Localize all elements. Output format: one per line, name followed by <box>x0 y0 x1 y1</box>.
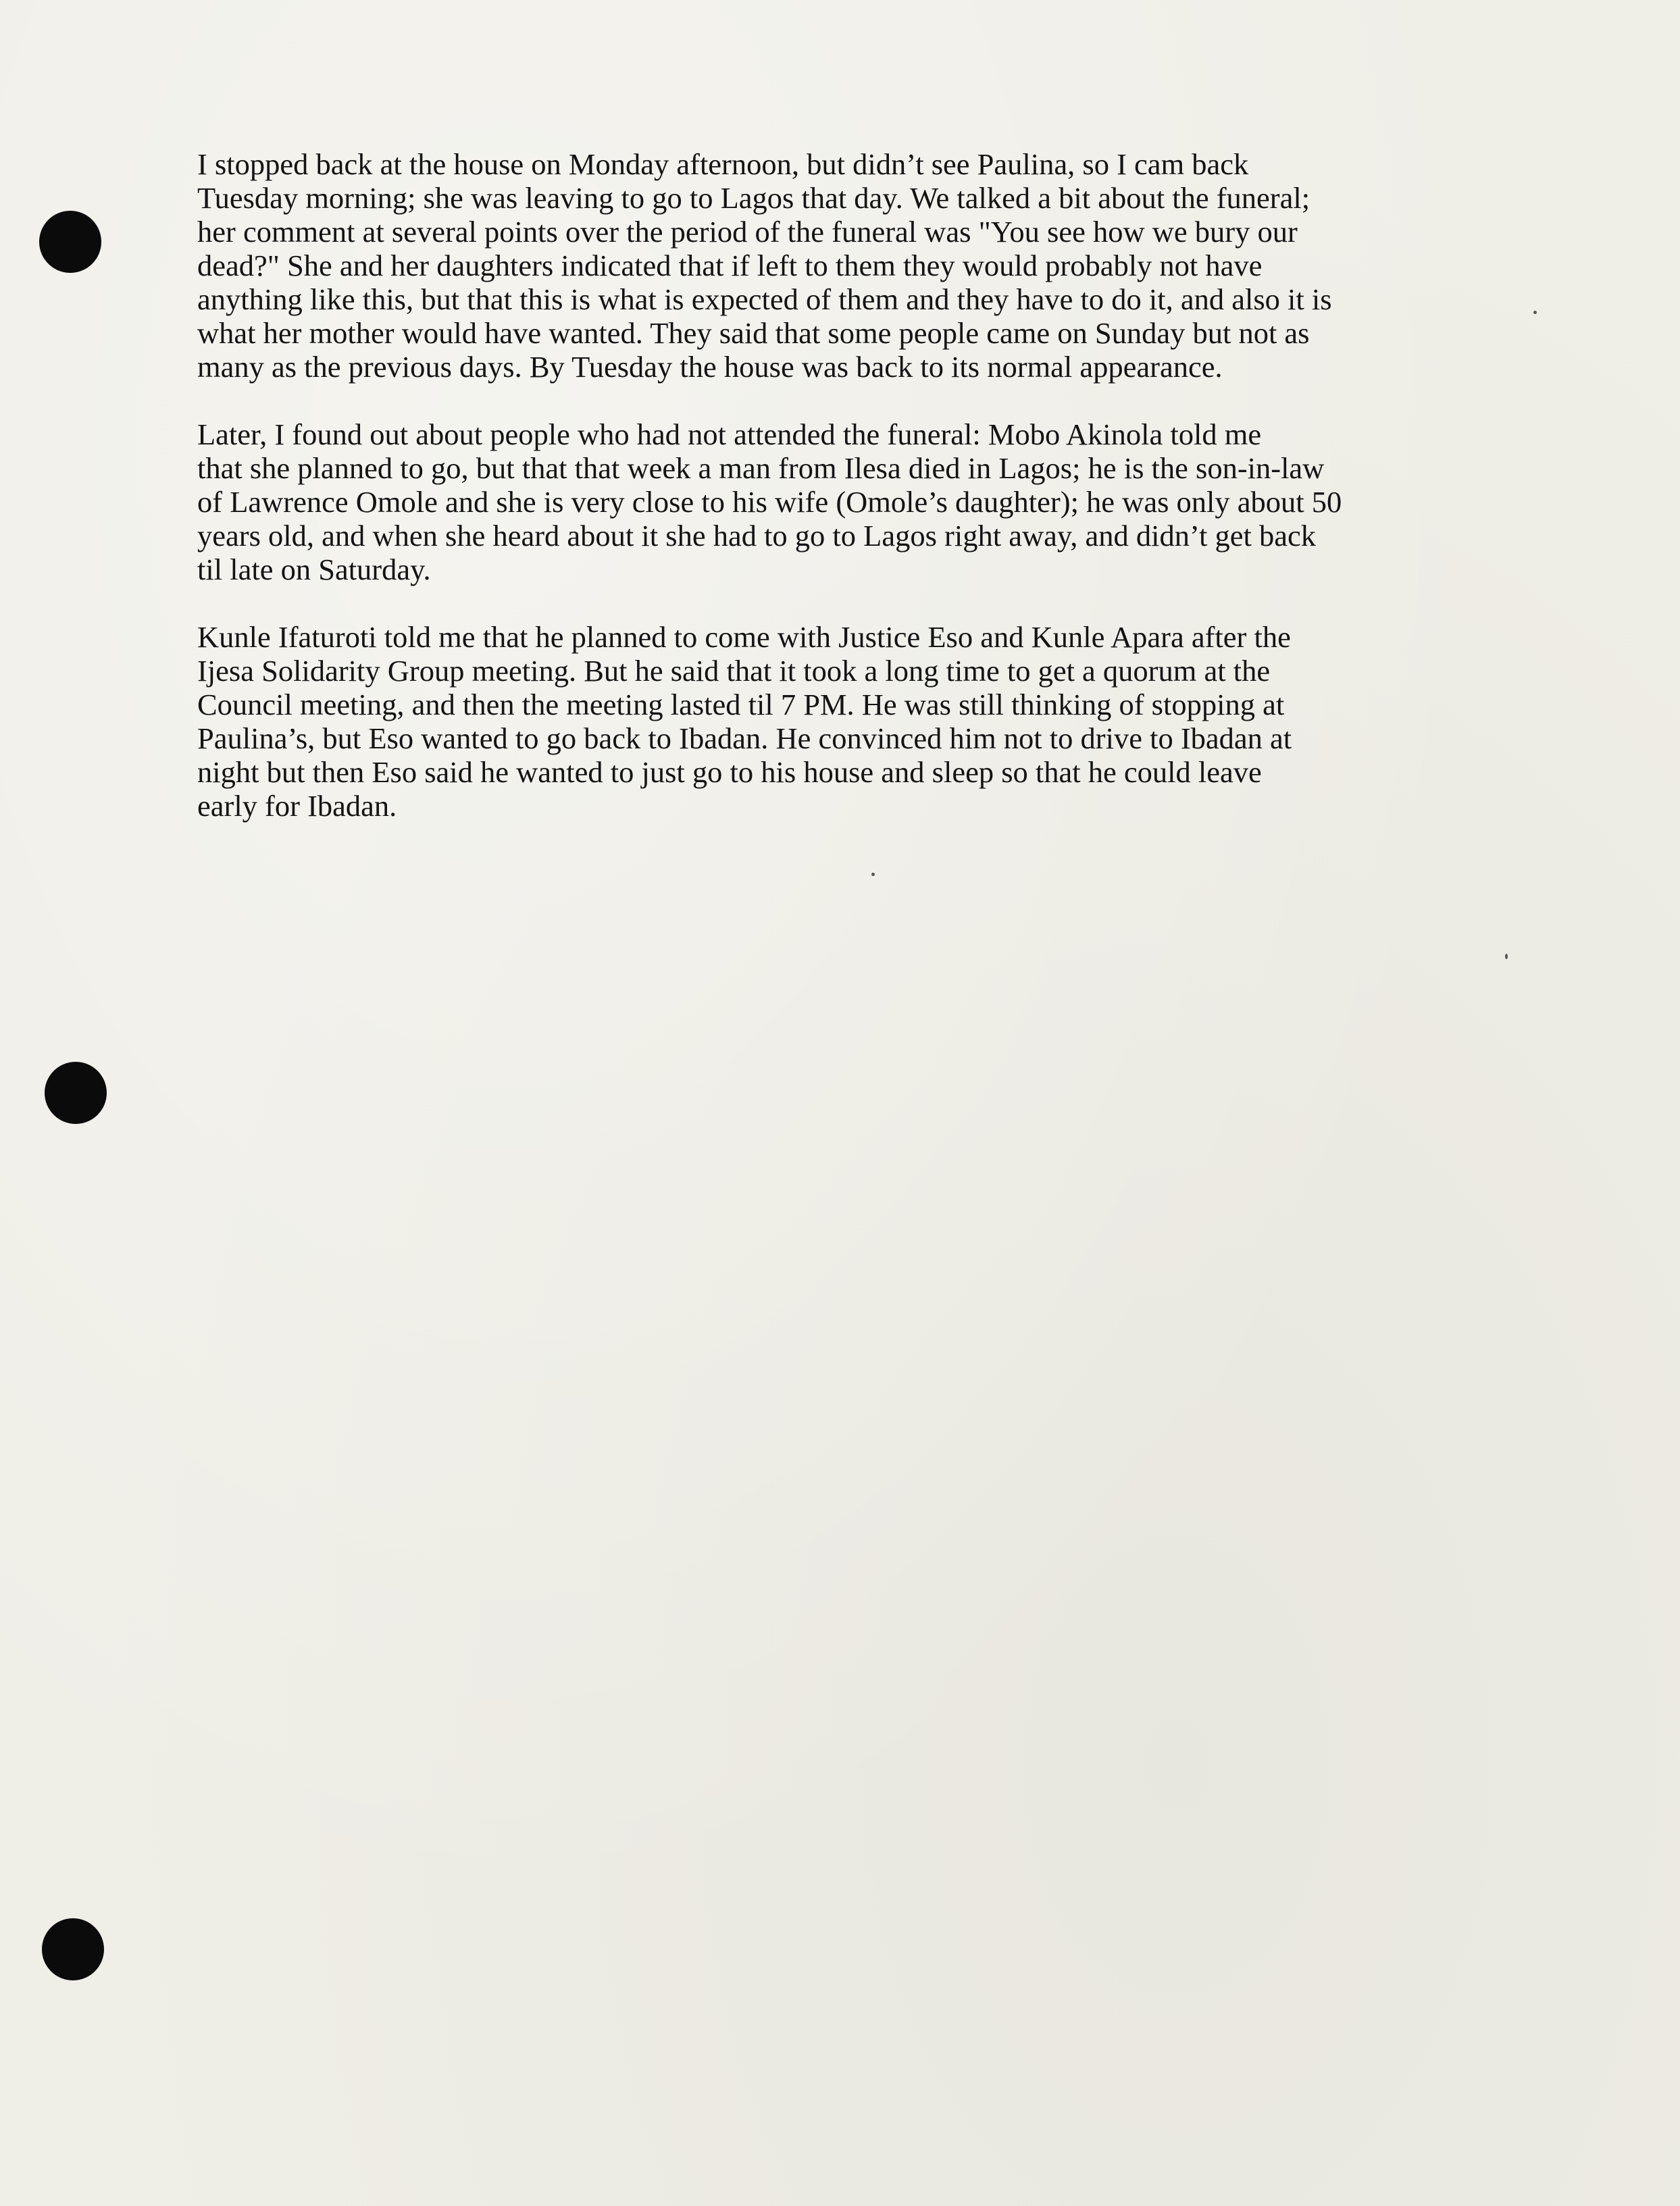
punch-hole-middle <box>45 1062 107 1124</box>
text-line: anything like this, but that this is what is expected of them and they have to do it, and also it is <box>197 282 1332 316</box>
paragraph-3 <box>197 620 1521 823</box>
paragraph-2 <box>197 417 1521 586</box>
punch-hole-bottom <box>42 1918 104 1980</box>
text-line: early for Ibadan. <box>197 789 397 823</box>
text-line: years old, and when she heard about it she had to go to Lagos right away, and didn’t get back <box>197 519 1316 553</box>
paper-speck <box>1505 954 1508 959</box>
text-line: Ijesa Solidarity Group meeting. But he said that it took a long time to get a quorum at the <box>197 654 1271 688</box>
text-line: night but then Eso said he wanted to just go to his house and sleep so that he could leave <box>197 755 1262 789</box>
text-line: that she planned to go, but that that week a man from Ilesa died in Lagos; he is the son-in-law <box>197 451 1325 485</box>
paper-speck <box>871 873 875 876</box>
text-line: dead?" She and her daughters indicated that if left to them they would probably not have <box>197 249 1263 282</box>
text-line: Kunle Ifaturoti told me that he planned to come with Justice Eso and Kunle Apara after the <box>197 620 1291 654</box>
text-line: Later, I found out about people who had not attended the funeral: Mobo Akinola told me <box>197 417 1262 451</box>
text-line: I stopped back at the house on Monday afternoon, but didn’t see Paulina, so I cam back <box>197 147 1249 181</box>
paragraph-1 <box>197 147 1521 384</box>
text-line: Paulina’s, but Eso wanted to go back to Ibadan. He convinced him not to drive to Ibadan at <box>197 721 1292 755</box>
text-line: Tuesday morning; she was leaving to go to Lagos that day. We talked a bit about the funeral; <box>197 181 1310 215</box>
text-line: Council meeting, and then the meeting lasted til 7 PM. He was still thinking of stopping at <box>197 688 1285 721</box>
text-line: many as the previous days. By Tuesday the house was back to its normal appearance. <box>197 350 1223 384</box>
paper-speck <box>1533 311 1537 314</box>
document-body <box>197 147 1521 856</box>
text-line: til late on Saturday. <box>197 553 431 586</box>
text-line: her comment at several points over the period of the funeral was "You see how we bury our <box>197 215 1298 249</box>
punch-hole-top <box>39 211 101 273</box>
text-line: of Lawrence Omole and she is very close to his wife (Omole’s daughter); he was only about 50 <box>197 485 1342 519</box>
text-line: what her mother would have wanted. They said that some people came on Sunday but not as <box>197 316 1310 350</box>
